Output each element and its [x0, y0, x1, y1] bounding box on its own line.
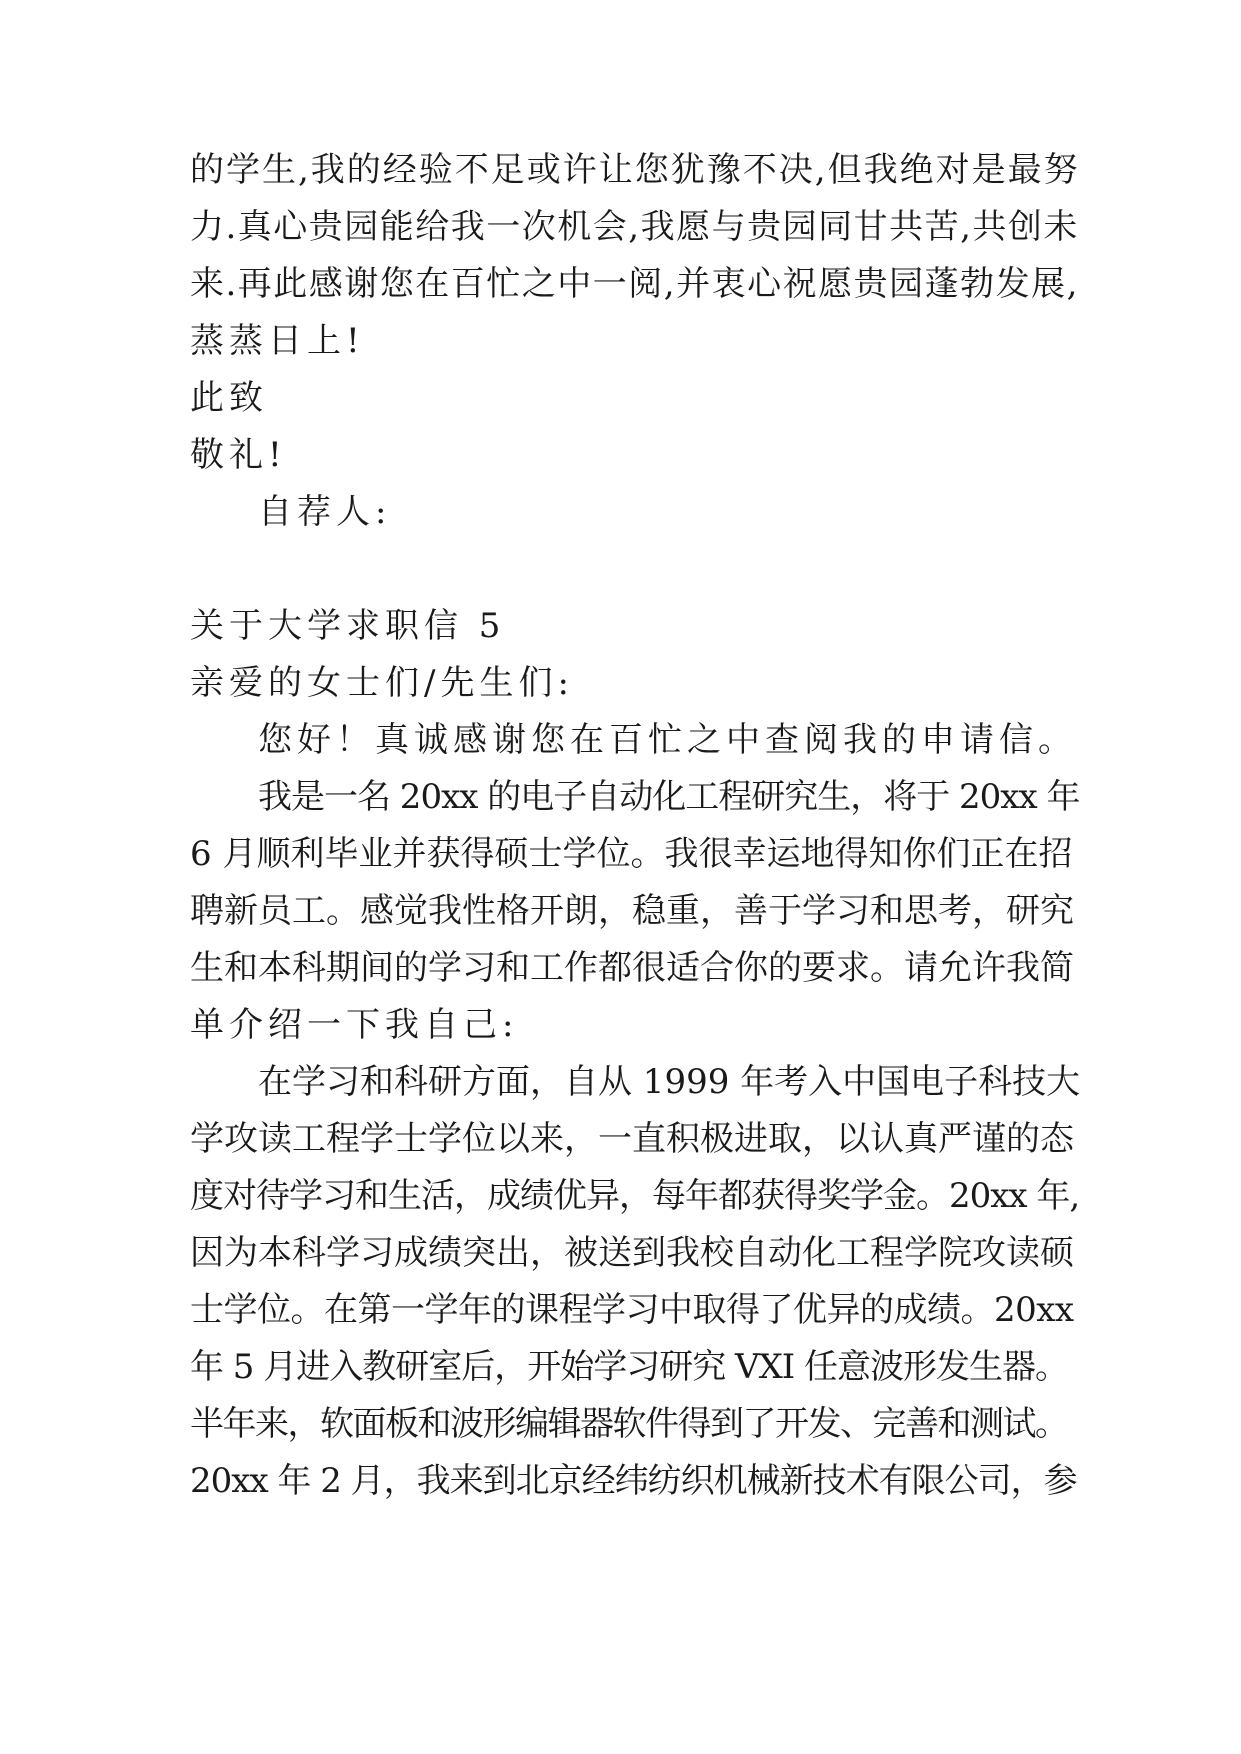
paragraph-line: 生和本科期间的学习和工作都很适合你的要求。请允许我简: [190, 948, 1074, 988]
paragraph-line: 您好！真诚感谢您在百忙之中查阅我的申请信。: [258, 720, 1077, 760]
paragraph-line: 我是一名 20xx 的电子自动化工程研究生，将于 20xx 年: [258, 777, 1080, 817]
paragraph-line: 学攻读工程学士学位以来，一直积极进取，以认真严谨的态: [190, 1119, 1074, 1159]
paragraph-line: 蒸蒸日上!: [190, 321, 365, 361]
paragraph-line: 6 月顺利毕业并获得硕士学位。我很幸运地得知你们正在招: [190, 834, 1073, 874]
signature-line: 自荐人:: [258, 492, 392, 532]
closing-line: 此致: [190, 378, 268, 418]
paragraph-line: 年 5 月进入教研室后，开始学习研究 VXI 任意波形发生器。: [190, 1347, 1069, 1387]
closing-line: 敬礼!: [190, 435, 287, 475]
paragraph-line: 力.真心贵园能给我一次机会,我愿与贵园同甘共苦,共创未: [190, 207, 1079, 247]
salutation: 亲爱的女士们/先生们:: [190, 663, 574, 703]
paragraph-line: 单介绍一下我自己:: [190, 1005, 519, 1045]
paragraph-line: 因为本科学习成绩突出，被送到我校自动化工程学院攻读硕: [190, 1233, 1074, 1273]
paragraph-line: 士学位。在第一学年的课程学习中取得了优异的成绩。20xx: [190, 1290, 1074, 1330]
section-title: 关于大学求职信 5: [190, 606, 506, 646]
paragraph-line: 度对待学习和生活，成绩优异，每年都获得奖学金。20xx 年,: [190, 1176, 1080, 1216]
paragraph-line: 20xx 年 2 月，我来到北京经纬纺织机械新技术有限公司，参: [190, 1461, 1077, 1501]
paragraph-line: 聘新员工。感觉我性格开朗，稳重，善于学习和思考，研究: [190, 891, 1074, 931]
paragraph-line: 来.再此感谢您在百忙之中一阅,并衷心祝愿贵园蓬勃发展,: [190, 264, 1079, 304]
paragraph-line: 半年来，软面板和波形编辑器软件得到了开发、完善和测试。: [190, 1404, 1068, 1444]
paragraph-line: 在学习和科研方面，自从 1999 年考入中国电子科技大: [258, 1062, 1081, 1102]
paragraph-line: 的学生,我的经验不足或许让您犹豫不决,但我绝对是最努: [190, 150, 1080, 190]
